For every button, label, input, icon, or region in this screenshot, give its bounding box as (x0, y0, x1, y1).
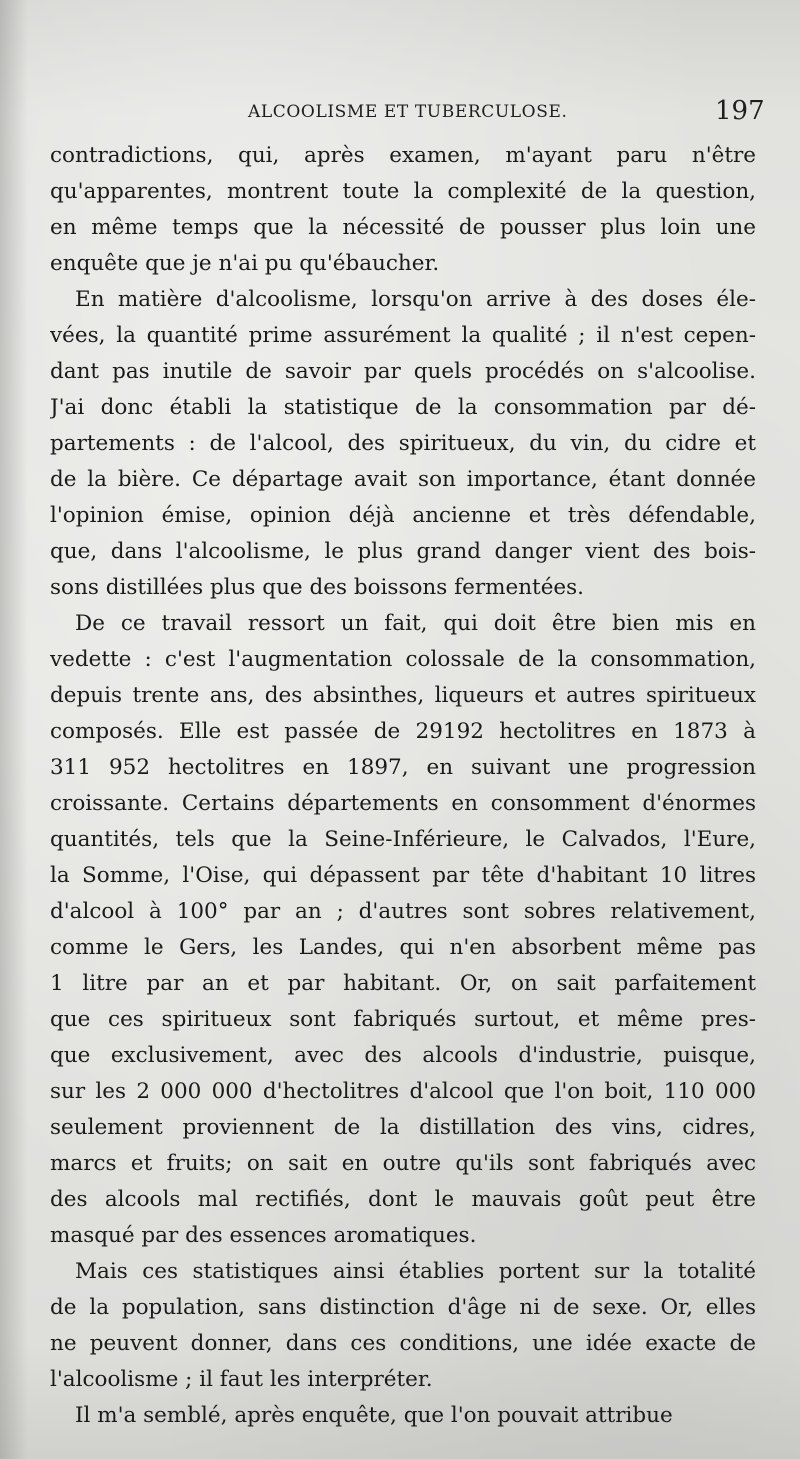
running-title: ALCOOLISME ET TUBERCULOSE. (248, 102, 568, 122)
text-line: qu'apparentes, montrent toute la complexité de la question, (50, 179, 756, 204)
text-line: depuis trente ans, des absinthes, liqueurs et autres spiritueux (50, 683, 756, 708)
text-line: vées, la quantité prime assurément la qualité ; il n'est cepen- (50, 323, 756, 348)
text-line: seulement proviennent de la distillation des vins, cidres, (50, 1115, 756, 1140)
text-line: l'alcoolisme ; il faut les interpréter. (50, 1367, 433, 1392)
text-line: que exclusivement, avec des alcools d'industrie, puisque, (50, 1043, 756, 1068)
text-line: la Somme, l'Oise, qui dépassent par tête d'habitant 10 litres (50, 863, 756, 888)
text-line: l'opinion émise, opinion déjà ancienne et très défendable, (50, 503, 756, 528)
text-line: sons distillées plus que des boissons fermentées. (50, 575, 585, 600)
text-line: J'ai donc établi la statistique de la consommation par dé- (50, 395, 756, 420)
text-line: 1 litre par an et par habitant. Or, on sait parfaitement (50, 971, 756, 996)
text-line: 311 952 hectolitres en 1897, en suivant une progression (50, 755, 756, 780)
text-line: contradictions, qui, après examen, m'ayant paru n'être (50, 143, 756, 168)
text-line: partements : de l'alcool, des spiritueux, du vin, du cidre et (50, 431, 756, 456)
text-line: Il m'a semblé, après enquête, que l'on pouvait attribue (75, 1403, 673, 1428)
text-line: enquête que je n'ai pu qu'ébaucher. (50, 251, 440, 276)
text-line: Mais ces statistiques ainsi établies portent sur la totalité (75, 1259, 756, 1284)
text-line: composés. Elle est passée de 29192 hectolitres en 1873 à (50, 719, 756, 744)
text-line: de la bière. Ce départage avait son importance, étant donnée (50, 467, 756, 492)
text-line: quantités, tels que la Seine-Inférieure, le Calvados, l'Eure, (50, 827, 756, 852)
text-line: que, dans l'alcoolisme, le plus grand danger vient des bois- (50, 539, 756, 564)
page-number: 197 (715, 96, 765, 126)
text-line: sur les 2 000 000 d'hectolitres d'alcool que l'on boit, 110 000 (50, 1079, 756, 1104)
text-line: que ces spiritueux sont fabriqués surtout, et même pres- (50, 1007, 756, 1032)
text-line: des alcools mal rectifiés, dont le mauvais goût peut être (50, 1187, 756, 1212)
text-line: marcs et fruits; on sait en outre qu'ils sont fabriqués avec (50, 1151, 756, 1176)
text-line: masqué par des essences aromatiques. (50, 1223, 477, 1248)
text-line: vedette : c'est l'augmentation colossale de la consommation, (50, 647, 756, 672)
text-line: En matière d'alcoolisme, lorsqu'on arrive à des doses éle- (75, 287, 756, 312)
text-line: dant pas inutile de savoir par quels procédés on s'alcoolise. (50, 359, 756, 384)
text-line: croissante. Certains départements en consomment d'énormes (50, 791, 756, 816)
text-line: comme le Gers, les Landes, qui n'en absorbent même pas (50, 935, 756, 960)
text-line: De ce travail ressort un fait, qui doit être bien mis en (75, 611, 756, 636)
text-line: ne peuvent donner, dans ces conditions, une idée exacte de (50, 1331, 756, 1356)
text-line: d'alcool à 100° par an ; d'autres sont sobres relativement, (50, 899, 756, 924)
text-line: de la population, sans distinction d'âge ni de sexe. Or, elles (50, 1295, 756, 1320)
text-line: en même temps que la nécessité de pousser plus loin une (50, 215, 756, 240)
